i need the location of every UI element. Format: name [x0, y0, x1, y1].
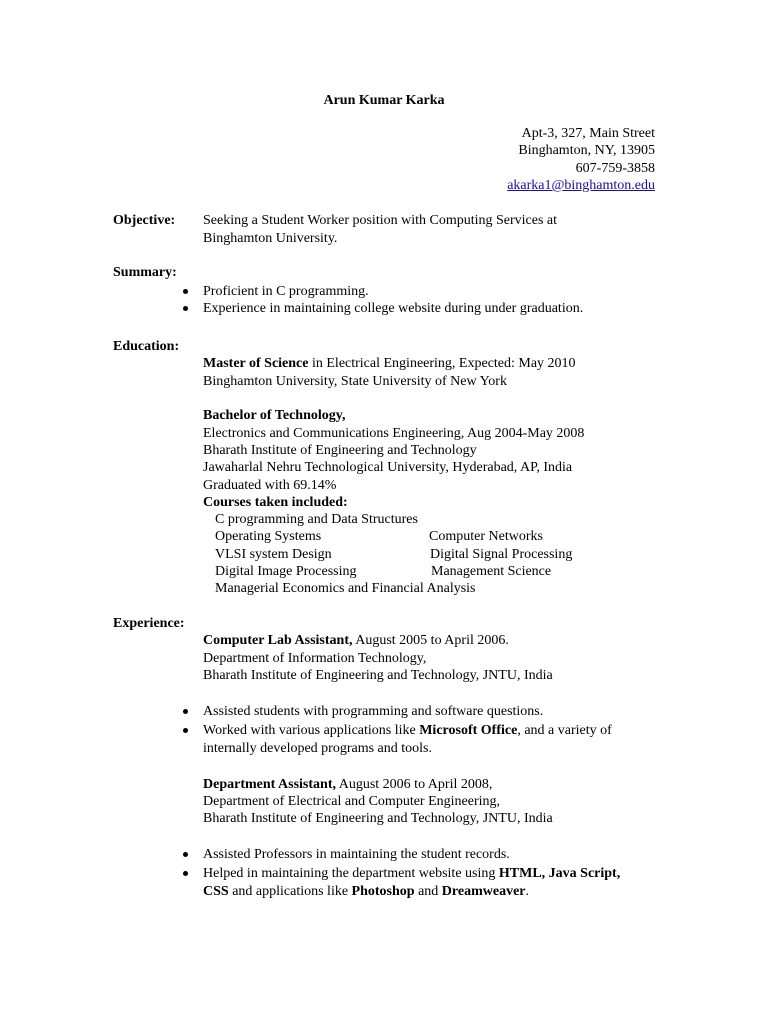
list-item: Experience in maintaining college website during under graduation. — [178, 300, 648, 317]
course-item: VLSI system Design — [215, 547, 332, 562]
course-item: Management Science — [431, 564, 552, 579]
address-line-2: Binghamton, NY, 13905 — [518, 143, 655, 158]
bt-degree: Bachelor of Technology, — [203, 408, 346, 423]
list-item: Proficient in C programming. — [178, 283, 648, 300]
objective-line-2: Binghamton University. — [203, 231, 338, 246]
objective-label: Objective: — [113, 213, 176, 228]
job1-duties — [178, 703, 648, 758]
bullet-icon — [183, 709, 188, 714]
job1-organization: Bharath Institute of Engineering and Technology, JNTU, India — [203, 668, 553, 683]
summary-label: Summary: — [113, 265, 177, 280]
courses-label: Courses taken included: — [203, 495, 348, 510]
course-item: Digital Image Processing — [215, 564, 357, 579]
bullet-icon — [183, 728, 188, 733]
job2-organization: Bharath Institute of Engineering and Technology, JNTU, India — [203, 811, 553, 826]
course-item: C programming and Data Structures — [215, 512, 418, 527]
ms-degree-line: Master of Science in Electrical Engineering, Expected: May 2010 — [203, 356, 576, 371]
address-line-1: Apt-3, 327, Main Street — [521, 126, 655, 141]
job2-title-line: Department Assistant, August 2006 to April 2008, — [203, 777, 493, 792]
resume-name: Arun Kumar Karka — [323, 93, 445, 108]
course-item: Managerial Economics and Financial Analysis — [215, 581, 476, 596]
list-item: Helped in maintaining the department website using HTML, Java Script, CSS and applications like Photoshop and Dreamweaver. — [178, 865, 648, 901]
bullet-icon — [183, 289, 188, 294]
objective-line-1: Seeking a Student Worker position with Computing Services at — [203, 213, 558, 228]
bullet-icon — [183, 306, 188, 311]
phone-number: 607-759-3858 — [575, 161, 655, 176]
list-item: Worked with various applications like Microsoft Office, and a variety of internally developed programs and tools. — [178, 722, 648, 758]
email-link[interactable]: akarka1@binghamton.edu — [507, 178, 655, 193]
job1-title-line: Computer Lab Assistant, August 2005 to April 2006. — [203, 633, 509, 648]
summary-list — [178, 283, 648, 317]
job1-department: Department of Information Technology, — [203, 651, 427, 666]
bt-university: Jawaharlal Nehru Technological University, Hyderabad, AP, India — [203, 460, 573, 475]
job2-duties — [178, 846, 648, 901]
course-item: Computer Networks — [429, 529, 543, 544]
list-item: Assisted students with programming and software questions. — [178, 703, 648, 720]
experience-label: Experience: — [113, 616, 185, 631]
bt-school: Bharath Institute of Engineering and Technology — [203, 443, 477, 458]
job2-department: Department of Electrical and Computer Engineering, — [203, 794, 501, 809]
course-item: Operating Systems — [215, 529, 322, 544]
bullet-icon — [183, 871, 188, 876]
bt-grade: Graduated with 69.14% — [203, 478, 337, 493]
course-item: Digital Signal Processing — [430, 547, 573, 562]
ms-school: Binghamton University, State University of New York — [203, 374, 507, 389]
bt-major: Electronics and Communications Engineering, Aug 2004-May 2008 — [203, 426, 585, 441]
list-item: Assisted Professors in maintaining the student records. — [178, 846, 648, 863]
bullet-icon — [183, 852, 188, 857]
education-label: Education: — [113, 339, 180, 354]
